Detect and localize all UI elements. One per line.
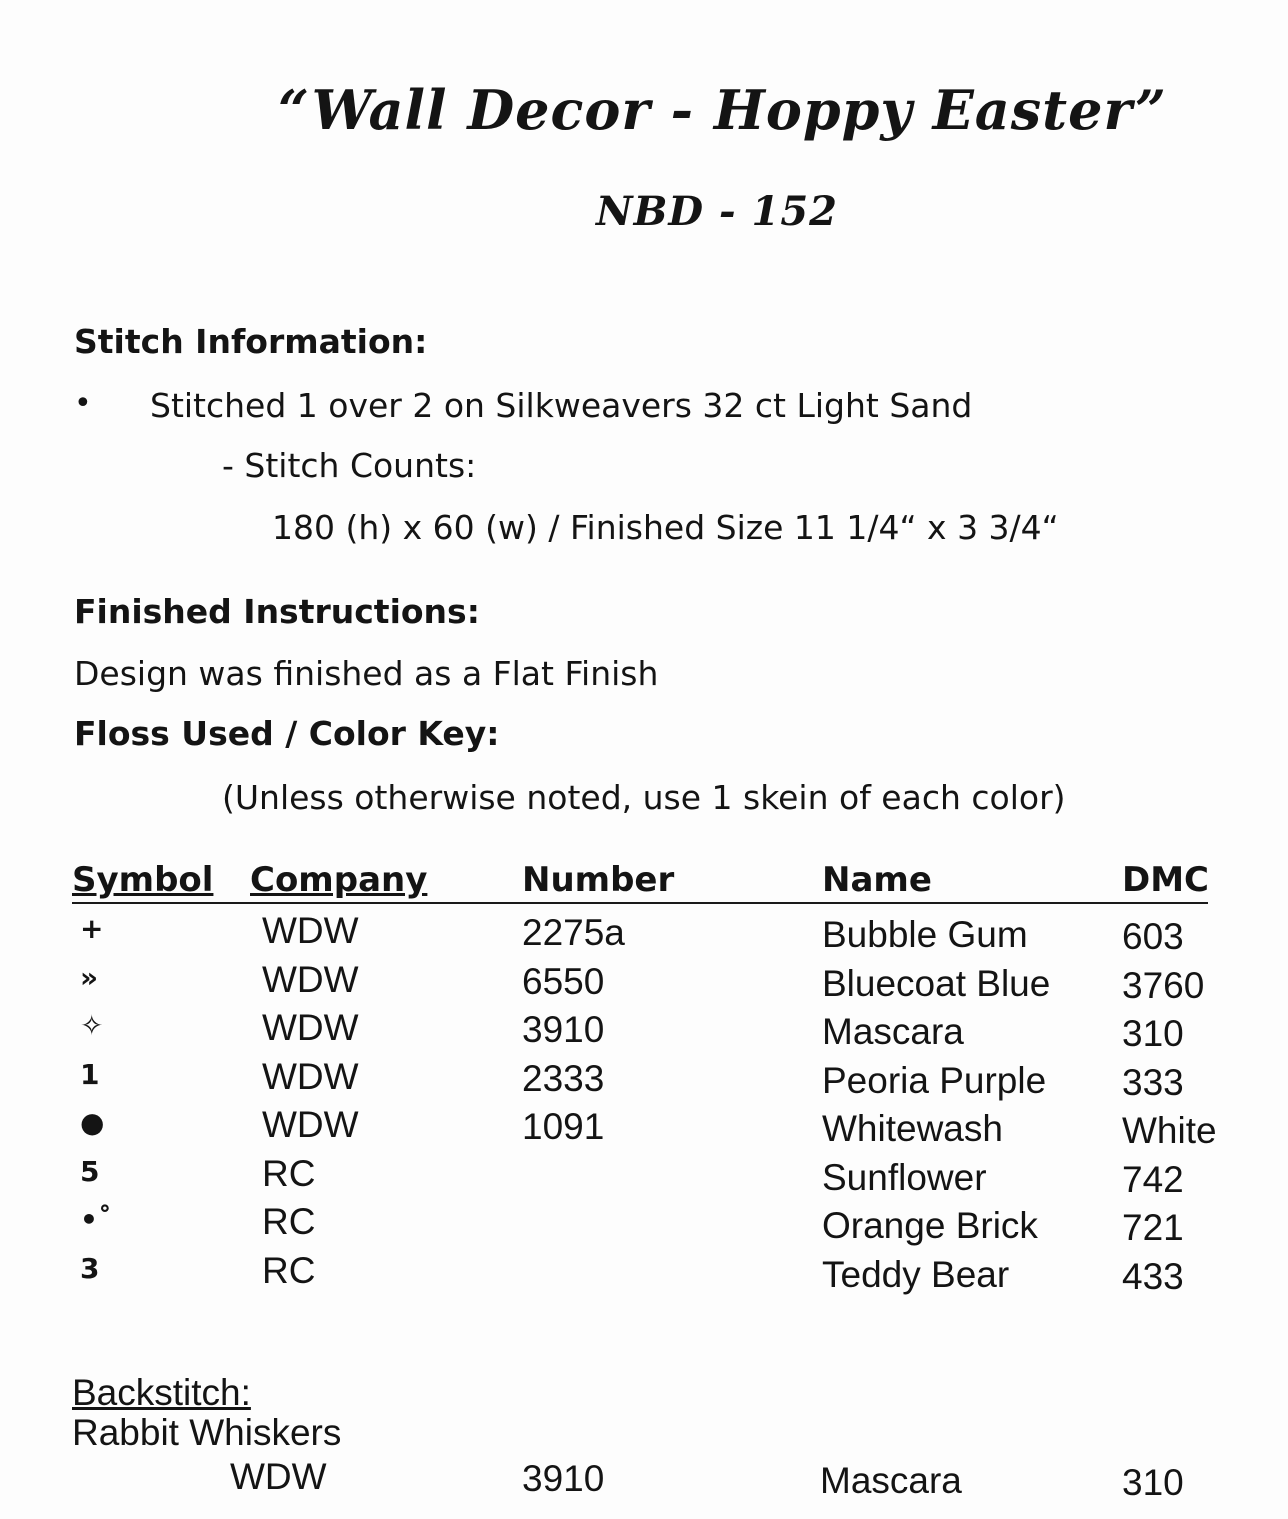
cell-dmc: 742	[1122, 1158, 1184, 1200]
cell-dmc: White	[1122, 1110, 1217, 1151]
bullet-icon: •	[74, 386, 92, 421]
cell-company: WDW	[262, 1007, 359, 1048]
pattern-code: NBD - 152	[596, 188, 839, 235]
symbol-icon: •˚	[80, 1203, 112, 1236]
cell-dmc: 310	[1122, 1013, 1184, 1054]
col-header-name: Name	[822, 860, 932, 900]
floss-heading: Floss Used / Color Key:	[74, 714, 500, 753]
cell-name: Orange Brick	[822, 1205, 1038, 1246]
cell-company: WDW	[262, 958, 359, 1000]
cell-number: 2333	[522, 1057, 605, 1099]
cell-number: 3910	[522, 1009, 605, 1050]
col-header-symbol: Symbol	[72, 860, 214, 900]
cell-name: Peoria Purple	[822, 1059, 1047, 1101]
header-rule	[72, 902, 1208, 904]
cell-company: RC	[262, 1152, 316, 1194]
backstitch-company: WDW	[230, 1456, 327, 1497]
cell-name: Whitewash	[822, 1108, 1003, 1149]
cell-name: Bubble Gum	[822, 914, 1028, 955]
backstitch-name: Mascara	[820, 1460, 962, 1501]
symbol-icon: 5	[80, 1154, 100, 1188]
stitch-counts-label: - Stitch Counts:	[222, 446, 477, 485]
backstitch-number: 3910	[522, 1458, 605, 1499]
cell-name: Sunflower	[822, 1156, 987, 1198]
cell-number: 6550	[522, 960, 605, 1002]
floss-note: (Unless otherwise noted, use 1 skein of each color)	[222, 778, 1066, 817]
page-title: “Wall Decor - Hoppy Easter”	[278, 78, 1167, 142]
symbol-icon: 3	[80, 1251, 100, 1285]
cell-number: 2275a	[522, 912, 625, 953]
fabric-line: Stitched 1 over 2 on Silkweavers 32 ct Light Sand	[150, 386, 973, 425]
symbol-icon: ✧	[80, 1009, 104, 1042]
cell-number: 1091	[522, 1106, 605, 1147]
cell-dmc: 433	[1122, 1255, 1184, 1297]
backstitch-item: Rabbit Whiskers	[72, 1412, 342, 1453]
cell-company: RC	[262, 1201, 316, 1242]
cell-name: Bluecoat Blue	[822, 962, 1051, 1004]
col-header-company: Company	[250, 860, 428, 900]
symbol-icon: 1	[80, 1057, 100, 1091]
backstitch-dmc: 310	[1122, 1462, 1184, 1503]
finish-text: Design was finished as a Flat Finish	[74, 654, 659, 693]
stitch-counts-value: 180 (h) x 60 (w) / Finished Size 11 1/4“ x 3 3/4“	[272, 508, 1059, 547]
cell-company: RC	[262, 1249, 316, 1291]
cell-name: Teddy Bear	[822, 1253, 1010, 1295]
cell-company: WDW	[262, 1055, 359, 1097]
backstitch-heading: Backstitch:	[72, 1372, 251, 1413]
cell-company: WDW	[262, 910, 359, 951]
cell-dmc: 721	[1122, 1207, 1184, 1248]
symbol-icon: +	[80, 912, 104, 945]
cell-dmc: 333	[1122, 1061, 1184, 1103]
cell-company: WDW	[262, 1104, 359, 1145]
cell-dmc: 603	[1122, 916, 1184, 957]
col-header-number: Number	[522, 860, 675, 900]
stitch-info-heading: Stitch Information:	[74, 322, 428, 361]
symbol-icon: »	[80, 960, 99, 994]
symbol-icon: ●	[80, 1106, 105, 1139]
col-header-dmc: DMC	[1122, 860, 1210, 900]
cell-dmc: 3760	[1122, 964, 1205, 1006]
finish-heading: Finished Instructions:	[74, 592, 480, 631]
cell-name: Mascara	[822, 1011, 964, 1052]
